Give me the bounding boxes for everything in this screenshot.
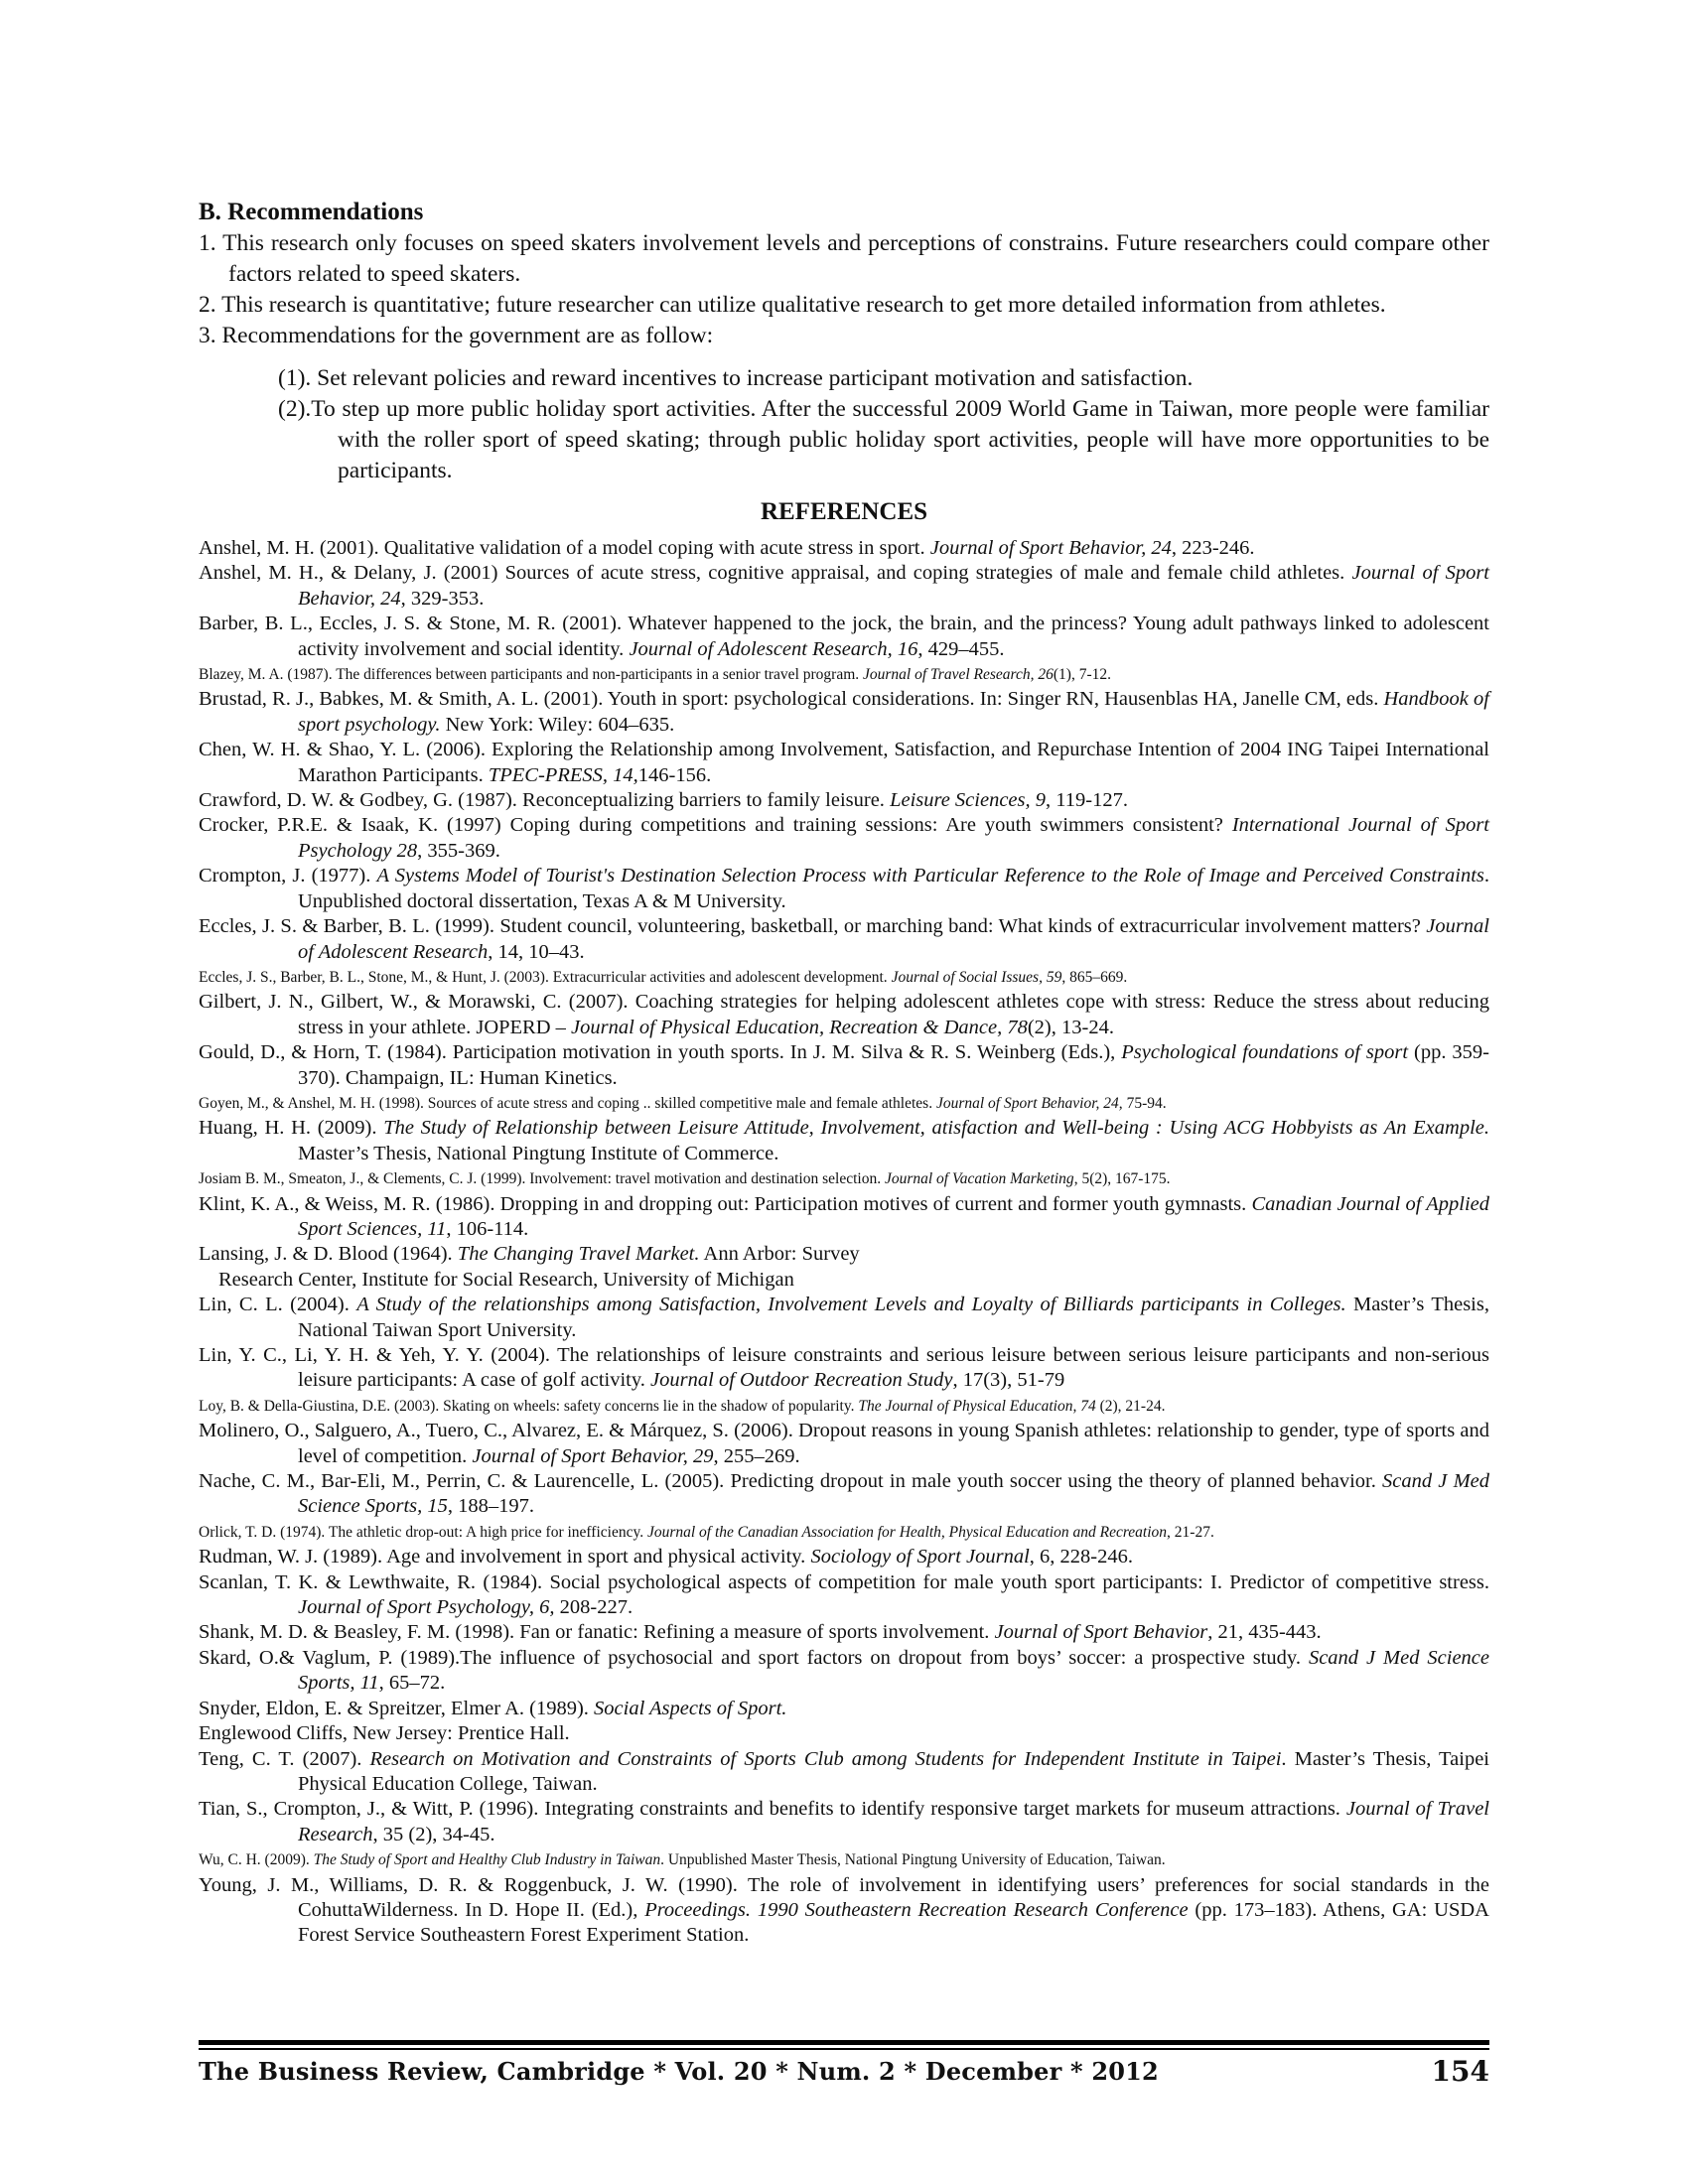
page-content xyxy=(199,197,1489,1949)
reference-text: Gould, D., & Horn, T. (1984). Participation motivation in youth sports. In J. M. Silva & R. S. Weinberg (Eds.), xyxy=(199,1041,1122,1064)
reference-text: , 106-114. xyxy=(446,1217,529,1240)
reference-text: Lin, C. L. (2004). xyxy=(199,1294,357,1316)
reference-source: Psychological foundations of sport xyxy=(1121,1041,1409,1064)
reference-entry xyxy=(199,1646,1489,1697)
reference-text: 208-227. xyxy=(554,1596,633,1619)
reference-text: Young, J. M., Williams, D. R. & Roggenbuck, J. W. (1990). The role of involvement in identifying users’ preferences for social standards in the CohuttaWilderness. In D. Hope II. (Ed.), xyxy=(199,1873,1489,1921)
reference-text: Lin, Y. C., Li, Y. H. & Yeh, Y. Y. (2004). The relationships of leisure constraints and serious leisure between serious leisure participants and non-serious leisure participants: A case of golf activity. xyxy=(199,1344,1489,1392)
reference-text: Englewood Cliffs, New Jersey: Prentice Hall. xyxy=(199,1722,570,1745)
reference-text: , 429–455. xyxy=(917,637,1005,660)
reference-text: . Master’s Thesis, Taipei Physical Education College, Taiwan. xyxy=(298,1747,1489,1795)
reference-entry xyxy=(199,1166,1489,1191)
reference-text: Barber, B. L., Eccles, J. S. & Stone, M. R. (2001). Whatever happened to the jock, the brain, and the princess? Young adult pathways linked to adolescent activity involvement and social identity. xyxy=(199,613,1489,660)
reference-text: , 21-27. xyxy=(1167,1523,1214,1541)
reference-text: Eccles, J. S. & Barber, B. L. (1999). Student council, volunteering, basketball, or marching band: What kinds of extracurricular involvement matters? xyxy=(199,915,1427,938)
reference-text: , 17(3), 51-79 xyxy=(952,1369,1065,1392)
reference-text: Anshel, M. H., & Delany, J. (2001) Sources of acute stress, cognitive appraisal, and coping strategies of male and female child athletes. xyxy=(199,562,1352,585)
footer-rule xyxy=(199,2040,1489,2045)
reference-entry xyxy=(199,1469,1489,1520)
reference-text: , 14, 10–43. xyxy=(488,940,585,963)
reference-text: (1), 7-12. xyxy=(1053,666,1111,684)
reference-text: Snyder, Eldon, E. & Spreitzer, Elmer A. (1989). xyxy=(199,1697,595,1719)
reference-text: Scanlan, T. K. & Lewthwaite, R. (1984). Social psychological aspects of competition for male youth sport participants: I. Predictor of competitive stress. xyxy=(199,1570,1489,1593)
reference-source: Research on Motivation and Constraints of Sports Club among Students for Independent Institute in Taipei xyxy=(369,1747,1282,1770)
references-section xyxy=(199,496,1489,1949)
reference-text: , 119-127. xyxy=(1046,789,1128,812)
reference-source: Journal of Travel Research xyxy=(298,1798,1489,1845)
reference-source: Journal of Travel Research, 26 xyxy=(863,666,1054,684)
reference-entry xyxy=(199,864,1489,914)
government-recommendations-list xyxy=(199,363,1489,486)
references-heading: REFERENCES xyxy=(760,498,928,525)
reference-entry xyxy=(199,788,1489,813)
reference-entry xyxy=(199,662,1489,687)
reference-source: Journal of Sport Behavior, 24, xyxy=(935,1094,1123,1112)
reference-text: (2), 13-24. xyxy=(1027,1016,1114,1038)
reference-text: Goyen, M., & Anshel, M. H. (1998). Sources of acute stress and coping .. skilled competitive male and female athletes. xyxy=(199,1094,936,1112)
reference-source: Handbook of sport psychology. xyxy=(298,688,1489,736)
reference-text: Tian, S., Crompton, J., & Witt, P. (1996). Integrating constraints and benefits to identify responsive target markets for museum attractions. xyxy=(199,1798,1346,1821)
recommendations-section xyxy=(199,197,1489,486)
reference-source: Journal of Sport Behavior, 29 xyxy=(472,1444,714,1467)
reference-text: (pp. 173–183). Athens, GA: USDA Forest Service Southeastern Forest Experiment Station. xyxy=(298,1898,1489,1947)
reference-text: Klint, K. A., & Weiss, M. R. (1986). Dropping in and dropping out: Participation motives of current and former youth gymnasts. xyxy=(199,1192,1252,1215)
reference-entry xyxy=(199,914,1489,965)
reference-entry xyxy=(199,612,1489,662)
reference-source: The Journal of Physical Education, 74 xyxy=(858,1397,1096,1415)
reference-entry xyxy=(199,1620,1489,1645)
reference-entry xyxy=(199,1293,1489,1343)
reference-text: Master’s Thesis, National Pingtung Institute of Commerce. xyxy=(298,1142,779,1164)
reference-text: (2), 21-24. xyxy=(1095,1397,1166,1415)
reference-entry xyxy=(199,990,1489,1040)
reference-text: 146-156. xyxy=(637,763,712,786)
reference-entry xyxy=(199,536,1489,561)
reference-text: Josiam B. M., Smeaton, J., & Clements, C. J. (1999). Involvement: travel motivation and destination selection. xyxy=(199,1170,885,1188)
reference-text: Gilbert, J. N., Gilbert, W., & Morawski, C. (2007). Coaching strategies for helping adolescent athletes cope with stress: Reduce the stress about reducing stress in your athlete. JOPERD – xyxy=(199,991,1489,1038)
reference-source: Journal of Sport Behavior, 24 xyxy=(929,537,1172,559)
reference-text: , 65–72. xyxy=(378,1672,446,1695)
recommendation-item: 3. Recommendations for the government are as follow: xyxy=(199,323,714,348)
journal-footer: The Business Review, Cambridge * Vol. 20 * Num. 2 * December * 2012 xyxy=(199,2057,1159,2086)
reference-text: Crawford, D. W. & Godbey, G. (1987). Reconceptualizing barriers to family leisure. xyxy=(199,789,891,812)
reference-entry xyxy=(199,1242,1489,1267)
reference-text: Brustad, R. J., Babkes, M. & Smith, A. L. (2001). Youth in sport: psychological considerations. In: Singer RN, Hausenblas HA, Janelle CM, eds. xyxy=(199,688,1384,711)
reference-text: Research Center, Institute for Social Research, University of Michigan xyxy=(218,1268,794,1291)
reference-source: Social Aspects of Sport. xyxy=(594,1697,787,1719)
reference-source: Journal of Sport Psychology, 6, xyxy=(298,1596,555,1619)
reference-source: Journal of Outdoor Recreation Study xyxy=(650,1369,953,1392)
reference-source: Journal of the Canadian Association for Health, Physical Education and Recreation xyxy=(646,1523,1168,1541)
reference-text: Skard, O.& Vaglum, P. (1989).The influence of psychosocial and sport factors on dropout from boys’ soccer: a prospective study. xyxy=(199,1646,1309,1669)
reference-source: Sociology of Sport Journal xyxy=(810,1546,1030,1569)
recommendation-item: 1. This research only focuses on speed skaters involvement levels and perceptions of constrains. Future researchers could compare other factors related to speed skaters. xyxy=(199,230,1489,287)
reference-text: , 5(2), 167-175. xyxy=(1073,1170,1171,1188)
reference-entry xyxy=(199,1192,1489,1243)
reference-source: The Study of Relationship between Leisure Attitude, Involvement, atisfaction and Well-being : Using ACG Hobbyists as An Example. xyxy=(383,1117,1490,1140)
reference-entry xyxy=(199,1343,1489,1394)
reference-text: 75-94. xyxy=(1122,1094,1167,1112)
reference-entry xyxy=(199,1797,1489,1847)
reference-entry xyxy=(199,1520,1489,1545)
reference-text: Loy, B. & Della-Giustina, D.E. (2003). Skating on wheels: safety concerns lie in the shadow of popularity. xyxy=(199,1397,859,1415)
reference-entry xyxy=(199,1721,1489,1746)
footer-rule xyxy=(199,2048,1489,2050)
reference-entry xyxy=(199,687,1489,738)
reference-entry xyxy=(199,561,1489,612)
reference-entry xyxy=(199,1747,1489,1798)
reference-entry xyxy=(199,1873,1489,1949)
page-number: 154 xyxy=(1431,2055,1489,2088)
reference-text: Molinero, O., Salguero, A., Tuero, C., Alvarez, E. & Márquez, S. (2006). Dropout reasons in young Spanish athletes: relationship to gender, type of sports and level of competition. xyxy=(199,1420,1489,1467)
reference-text: Wu, C. H. (2009). xyxy=(199,1851,314,1869)
reference-text: Crocker, P.R.E. & Isaak, K. (1997) Coping during competitions and training sessions: Are youth swimmers consistent? xyxy=(199,814,1232,837)
reference-text: , 6, 228-246. xyxy=(1029,1546,1133,1569)
reference-entry xyxy=(199,1091,1489,1116)
reference-text: Shank, M. D. & Beasley, F. M. (1998). Fan or fanatic: Refining a measure of sports involvement. xyxy=(199,1621,995,1644)
government-recommendation-item: (1). Set relevant policies and reward incentives to increase participant motivation and satisfaction. xyxy=(278,365,1194,391)
reference-entry xyxy=(199,1394,1489,1419)
reference-entry xyxy=(199,965,1489,990)
reference-text: Blazey, M. A. (1987). The differences between participants and non-participants in a senior travel program. xyxy=(199,666,864,684)
reference-source: Journal of Sport Behavior, 24 xyxy=(298,562,1489,610)
reference-list xyxy=(199,536,1489,1949)
reference-text: , 329-353. xyxy=(400,587,485,610)
reference-source: TPEC-PRESS, 14, xyxy=(488,763,638,786)
reference-source: Journal of Social Issues, 59 xyxy=(891,968,1062,986)
reference-entry xyxy=(199,1570,1489,1621)
reference-source: Proceedings. 1990 Southeastern Recreation Research Conference xyxy=(644,1898,1189,1921)
reference-source: Journal of Adolescent Research, 16 xyxy=(629,637,918,660)
reference-text: . Unpublished doctoral dissertation, Texas A & M University. xyxy=(298,865,1489,912)
reference-entry xyxy=(199,813,1489,864)
reference-text: Teng, C. T. (2007). xyxy=(199,1747,370,1770)
reference-source: Leisure Sciences, 9 xyxy=(890,789,1046,812)
reference-source: A Study of the relationships among Satisfaction, Involvement Levels and Loyalty of Billiards participants in Colleges. xyxy=(356,1294,1346,1316)
reference-text: Lansing, J. & D. Blood (1964). xyxy=(199,1243,458,1266)
reference-text: Crompton, J. (1977). xyxy=(199,865,377,887)
reference-source: Journal of Physical Education, Recreation & Dance, 78 xyxy=(571,1016,1028,1038)
government-recommendation-item: (2).To step up more public holiday sport activities. After the successful 2009 World Game in Taiwan, more people were familiar with the roller sport of speed skating; through public holiday sport activities, people will have more opportunities to be participants. xyxy=(278,396,1489,483)
reference-text: Orlick, T. D. (1974). The athletic drop-out: A high price for inefficiency. xyxy=(199,1523,647,1541)
reference-entry xyxy=(199,1040,1489,1091)
reference-text: , 223-246. xyxy=(1171,537,1255,559)
reference-text: , 865–669. xyxy=(1061,968,1128,986)
reference-text: Rudman, W. J. (1989). Age and involvement in sport and physical activity. xyxy=(199,1546,811,1569)
reference-text: Master’s Thesis, National Taiwan Sport University. xyxy=(298,1294,1489,1341)
reference-text: . Unpublished Master Thesis, National Pingtung University of Education, Taiwan. xyxy=(660,1851,1166,1869)
reference-text: , 188–197. xyxy=(447,1495,534,1518)
reference-entry xyxy=(199,1847,1489,1872)
reference-text: New York: Wiley: 604–635. xyxy=(440,713,675,736)
reference-text: Anshel, M. H. (2001). Qualitative validation of a model coping with acute stress in sport. xyxy=(199,537,930,559)
reference-entry xyxy=(199,738,1489,788)
reference-source: Canadian Journal of Applied Sport Sciences, 11 xyxy=(298,1192,1490,1240)
recommendation-item: 2. This research is quantitative; future researcher can utilize qualitative research to get more detailed information from athletes. xyxy=(199,292,1386,318)
reference-source: The Study of Sport and Healthy Club Industry in Taiwan xyxy=(313,1851,661,1869)
reference-source: International Journal of Sport Psychology 28 xyxy=(298,814,1489,862)
reference-text: , 35 (2), 34-45. xyxy=(372,1823,495,1845)
reference-text: , 355-369. xyxy=(417,839,500,862)
reference-entry xyxy=(199,1697,1489,1721)
reference-source: Journal of Sport Behavior xyxy=(994,1621,1208,1644)
reference-entry xyxy=(199,1116,1489,1166)
reference-source: Scand J Med Science Sports, 15 xyxy=(298,1470,1489,1518)
reference-source: A Systems Model of Tourist's Destination Selection Process with Particular Reference to the Role of Image and Perceived Constraints xyxy=(376,865,1484,887)
reference-entry xyxy=(199,1419,1489,1469)
reference-source: The Changing Travel Market. xyxy=(457,1243,700,1266)
reference-text: , 255–269. xyxy=(713,1444,800,1467)
reference-text: Nache, C. M., Bar-Eli, M., Perrin, C. & Laurencelle, L. (2005). Predicting dropout in male youth soccer using the theory of planned behavior. xyxy=(199,1470,1383,1493)
reference-source: Journal of Vacation Marketing xyxy=(884,1170,1074,1188)
reference-source: Scand J Med Science Sports, 11 xyxy=(298,1646,1490,1695)
section-heading: B. Recommendations xyxy=(199,199,424,225)
reference-text: (pp. 359-370). Champaign, IL: Human Kinetics. xyxy=(298,1041,1489,1089)
reference-text: , 21, 435-443. xyxy=(1207,1621,1322,1644)
reference-source: Journal of Adolescent Research xyxy=(298,915,1489,963)
reference-entry xyxy=(199,1545,1489,1570)
reference-text: Ann Arbor: Survey xyxy=(699,1243,860,1266)
reference-entry xyxy=(199,1268,1489,1293)
reference-text: Eccles, J. S., Barber, B. L., Stone, M., & Hunt, J. (2003). Extracurricular activities and adolescent development. xyxy=(199,968,892,986)
reference-text: Huang, H. H. (2009). xyxy=(199,1117,384,1140)
reference-text: Chen, W. H. & Shao, Y. L. (2006). Exploring the Relationship among Involvement, Satisfaction, and Repurchase Intention of 2004 ING Taipei International Marathon Participants. xyxy=(199,739,1489,786)
